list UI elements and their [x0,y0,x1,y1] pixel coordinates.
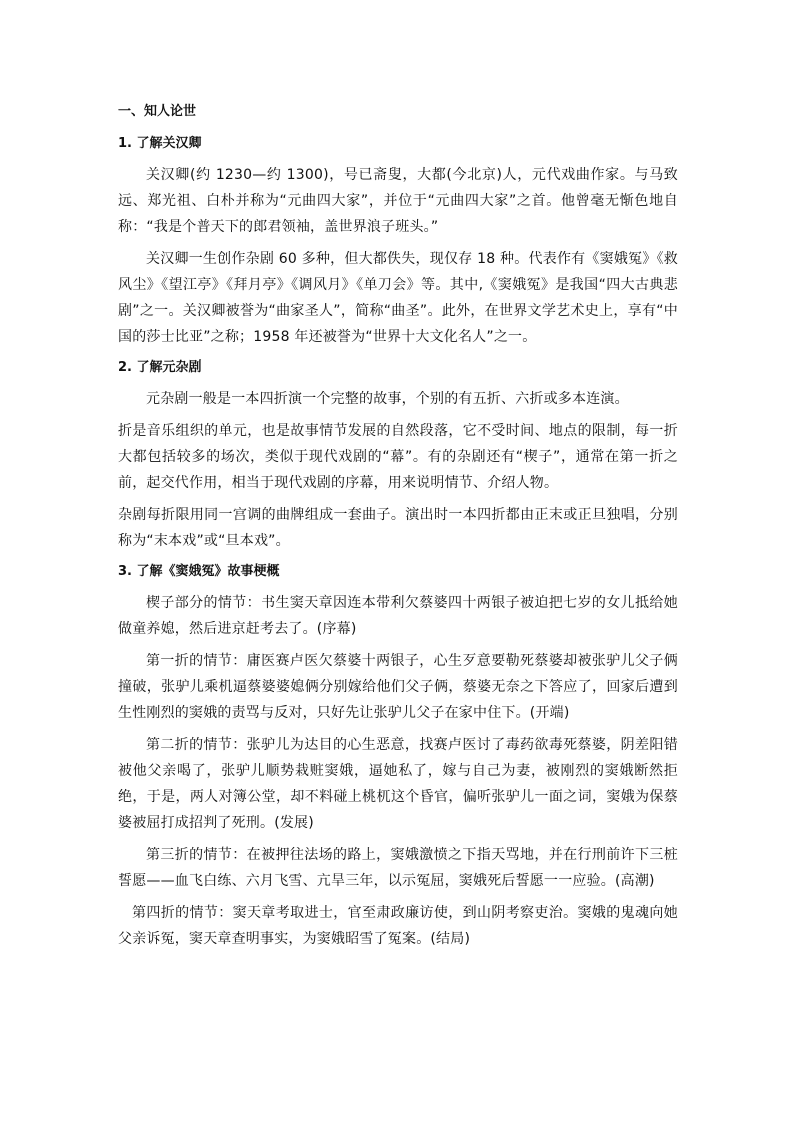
paragraph-act-three: 第三折的情节：在被押往法场的路上，窦娥激愤之下指天骂地，并在行刑前许下三桩誓愿——血飞白练、六月飞雪、亢旱三年，以示冤屈，窦娥死后誓愿一一应验。(高潮) [118,847,678,889]
document-body [118,100,678,958]
paragraph-zhe-definition: 折是音乐组织的单元，也是故事情节发展的自然段落，它不受时间、地点的限制，每一折大都包括较多的场次，类似于现代戏剧的“幕”。有的杂剧还有“楔子”，通常在第一折之前，起交代作用，相当于现代戏剧的序幕，用来说明情节、介绍人物。 [118,423,678,491]
paragraph-act-two: 第二折的情节：张驴儿为达目的心生恶意，找赛卢医讨了毒药欲毒死蔡婆，阴差阳错被他父亲喝了，张驴儿顺势栽赃窦娥，逼她私了，嫁与自己为妻，被刚烈的窦娥断然拒绝，于是，两人对簿公堂，却不料碰上桃杌这个昏官，偏听张驴儿一面之词，窦娥为保蔡婆被屈打成招判了死刑。(发展) [118,737,678,831]
paragraph-zaju-structure: 元杂剧一般是一本四折演一个完整的故事，个别的有五折、六折或多本连演。 [146,391,629,407]
paragraph-act-four: 第四折的情节：窦天章考取进士，官至肃政廉访使，到山阴考察吏治。窦娥的鬼魂向她父亲诉冤，窦天章查明事实，为窦娥昭雪了冤案。(结局) [118,905,678,947]
main-heading: 一、知人论世 [118,104,197,119]
paragraph-singing: 杂剧每折限用同一宫调的曲牌组成一套曲子。演出时一本四折都由正末或正旦独唱，分别称为“末本戏”或“旦本戏”。 [118,507,678,549]
paragraph-biography: 关汉卿(约 1230—约 1300)，号已斋叟，大都(今北京)人，元代戏曲作家。与马致远、郑光祖、白朴并称为“元曲四大家”，并位于“元曲四大家”之首。他曾毫无惭色地自称：“我是个普天下的郎君领袖，盖世界浪子班头。” [118,167,678,235]
section-title-dou-e-yuan: 3. 了解《窦娥冤》故事梗概 [118,564,280,579]
paragraph-act-one: 第一折的情节：庸医赛卢医欠蔡婆十两银子，心生歹意要勒死蔡婆却被张驴儿父子俩撞破，张驴儿乘机逼蔡婆婆媳俩分别嫁给他们父子俩，蔡婆无奈之下答应了，回家后遭到生性刚烈的窦娥的责骂与反对，只好先让张驴儿父子在家中住下。(开端) [118,653,678,721]
paragraph-xiezi: 楔子部分的情节：书生窦天章因连本带利欠蔡婆四十两银子被迫把七岁的女儿抵给她做童养媳，然后进京赶考去了。(序幕) [118,595,678,637]
paragraph-works: 关汉卿一生创作杂剧 60 多种，但大都佚失，现仅存 18 种。代表作有《窦娥冤》《救风尘》《望江亭》《拜月亭》《调风月》《单刀会》等。其中,《窦娥冤》是我国“四大古典悲剧”之一。关汉卿被誉为“曲家圣人”，简称“曲圣”。此外，在世界文学艺术史上，享有“中国的莎士比亚”之称；1958 年还被誉为“世界十大文化名人”之一。 [118,251,678,345]
section-title-guan-hanqing: 1. 了解关汉卿 [118,136,202,151]
section-title-yuan-zaju: 2. 了解元杂剧 [118,360,202,375]
